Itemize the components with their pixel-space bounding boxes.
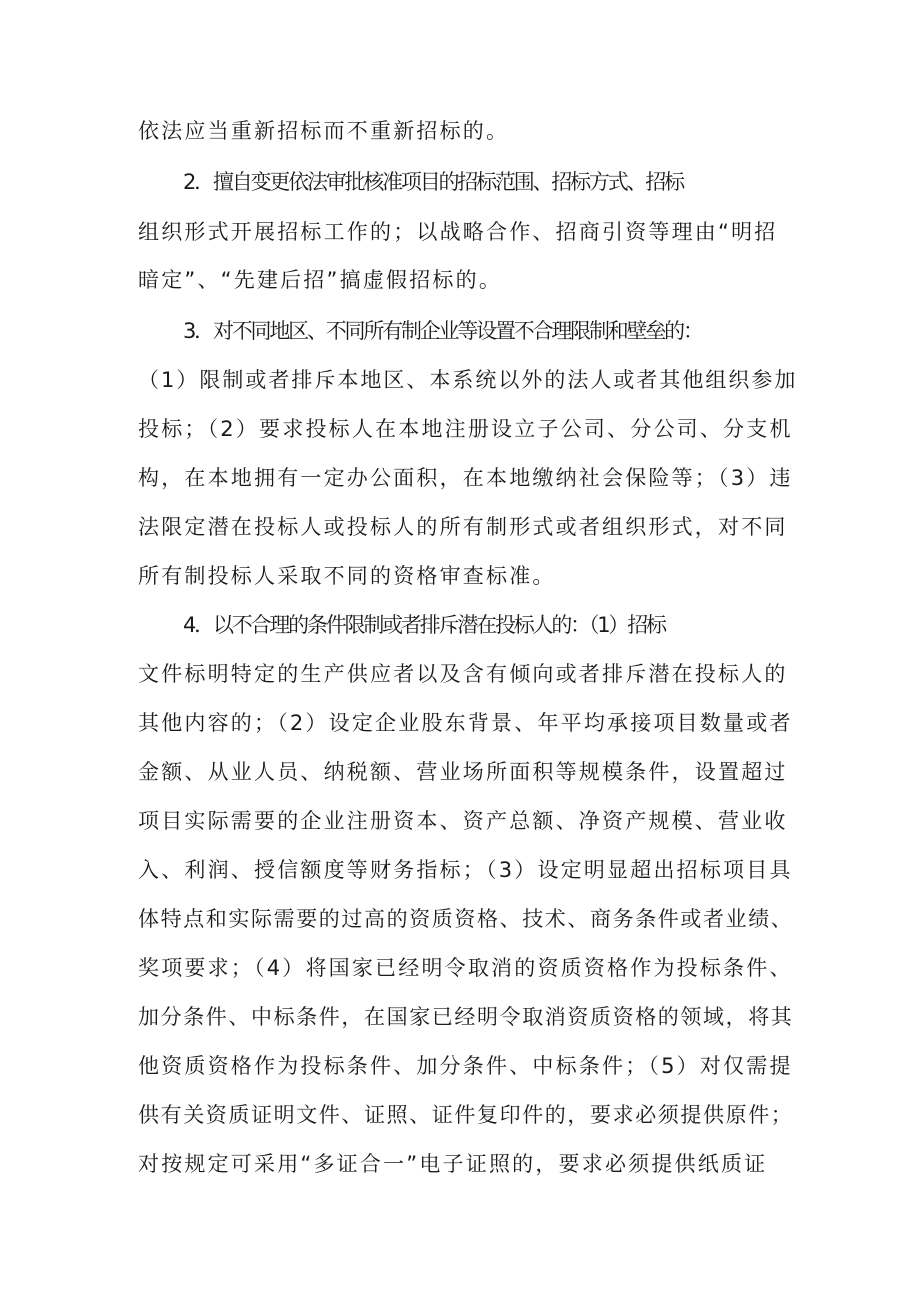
text-line-22: 对按规定可采用“多证合一”电子证照的，要求必须提供纸质证 xyxy=(138,1152,768,1176)
text-line-11: 4．以不合理的条件限制或者排斥潜在投标人的：（1）招标 xyxy=(183,613,665,637)
text-line-1: 依法应当重新招标而不重新招标的。 xyxy=(138,119,510,143)
text-line-15: 项目实际需要的企业注册资本、资产总额、净资产规模、营业收 xyxy=(138,809,788,833)
text-line-7: 投标；（2）要求投标人在本地注册设立子公司、分公司、分支机 xyxy=(138,417,793,441)
text-line-18: 奖项要求；（4）将国家已经明令取消的资质资格作为投标条件、 xyxy=(138,956,793,980)
text-line-8: 构，在本地拥有一定办公面积，在本地缴纳社会保险等；（3）违 xyxy=(138,466,793,490)
text-line-9: 法限定潜在投标人或投标人的所有制形式或者组织形式，对不同 xyxy=(138,515,788,539)
text-line-20: 他资质资格作为投标条件、加分条件、中标条件；（5）对仅需提 xyxy=(138,1054,793,1078)
text-line-21: 供有关资质证明文件、证照、证件复印件的，要求必须提供原件； xyxy=(138,1103,794,1127)
text-line-5: 3．对不同地区、不同所有制企业等设置不合理限制和壁垒的： xyxy=(183,319,702,343)
text-line-12: 文件标明特定的生产供应者以及含有倾向或者排斥潜在投标人的 xyxy=(138,662,788,686)
text-line-13: 其他内容的；（2）设定企业股东背景、年平均承接项目数量或者 xyxy=(138,711,793,735)
text-line-2: 2．擅自变更依法审批核准项目的招标范围、招标方式、招标 xyxy=(183,170,683,194)
text-line-4: 暗定”、“先建后招”搞虚假招标的。 xyxy=(138,268,503,292)
text-line-3: 组织形式开展招标工作的；以战略合作、招商引资等理由“明招 xyxy=(138,220,778,244)
text-line-17: 体特点和实际需要的过高的资质资格、技术、商务条件或者业绩、 xyxy=(138,907,794,931)
text-line-14: 金额、从业人员、纳税额、营业场所面积等规模条件，设置超过 xyxy=(138,760,788,784)
text-line-6: （1）限制或者排斥本地区、本系统以外的法人或者其他组织参加 xyxy=(138,368,798,392)
text-line-19: 加分条件、中标条件，在国家已经明令取消资质资格的领域，将其 xyxy=(138,1005,794,1029)
text-line-10: 所有制投标人采取不同的资格审查标准。 xyxy=(138,564,556,588)
text-line-16: 入、利润、授信额度等财务指标；（3）设定明显超出招标项目具 xyxy=(138,858,793,882)
